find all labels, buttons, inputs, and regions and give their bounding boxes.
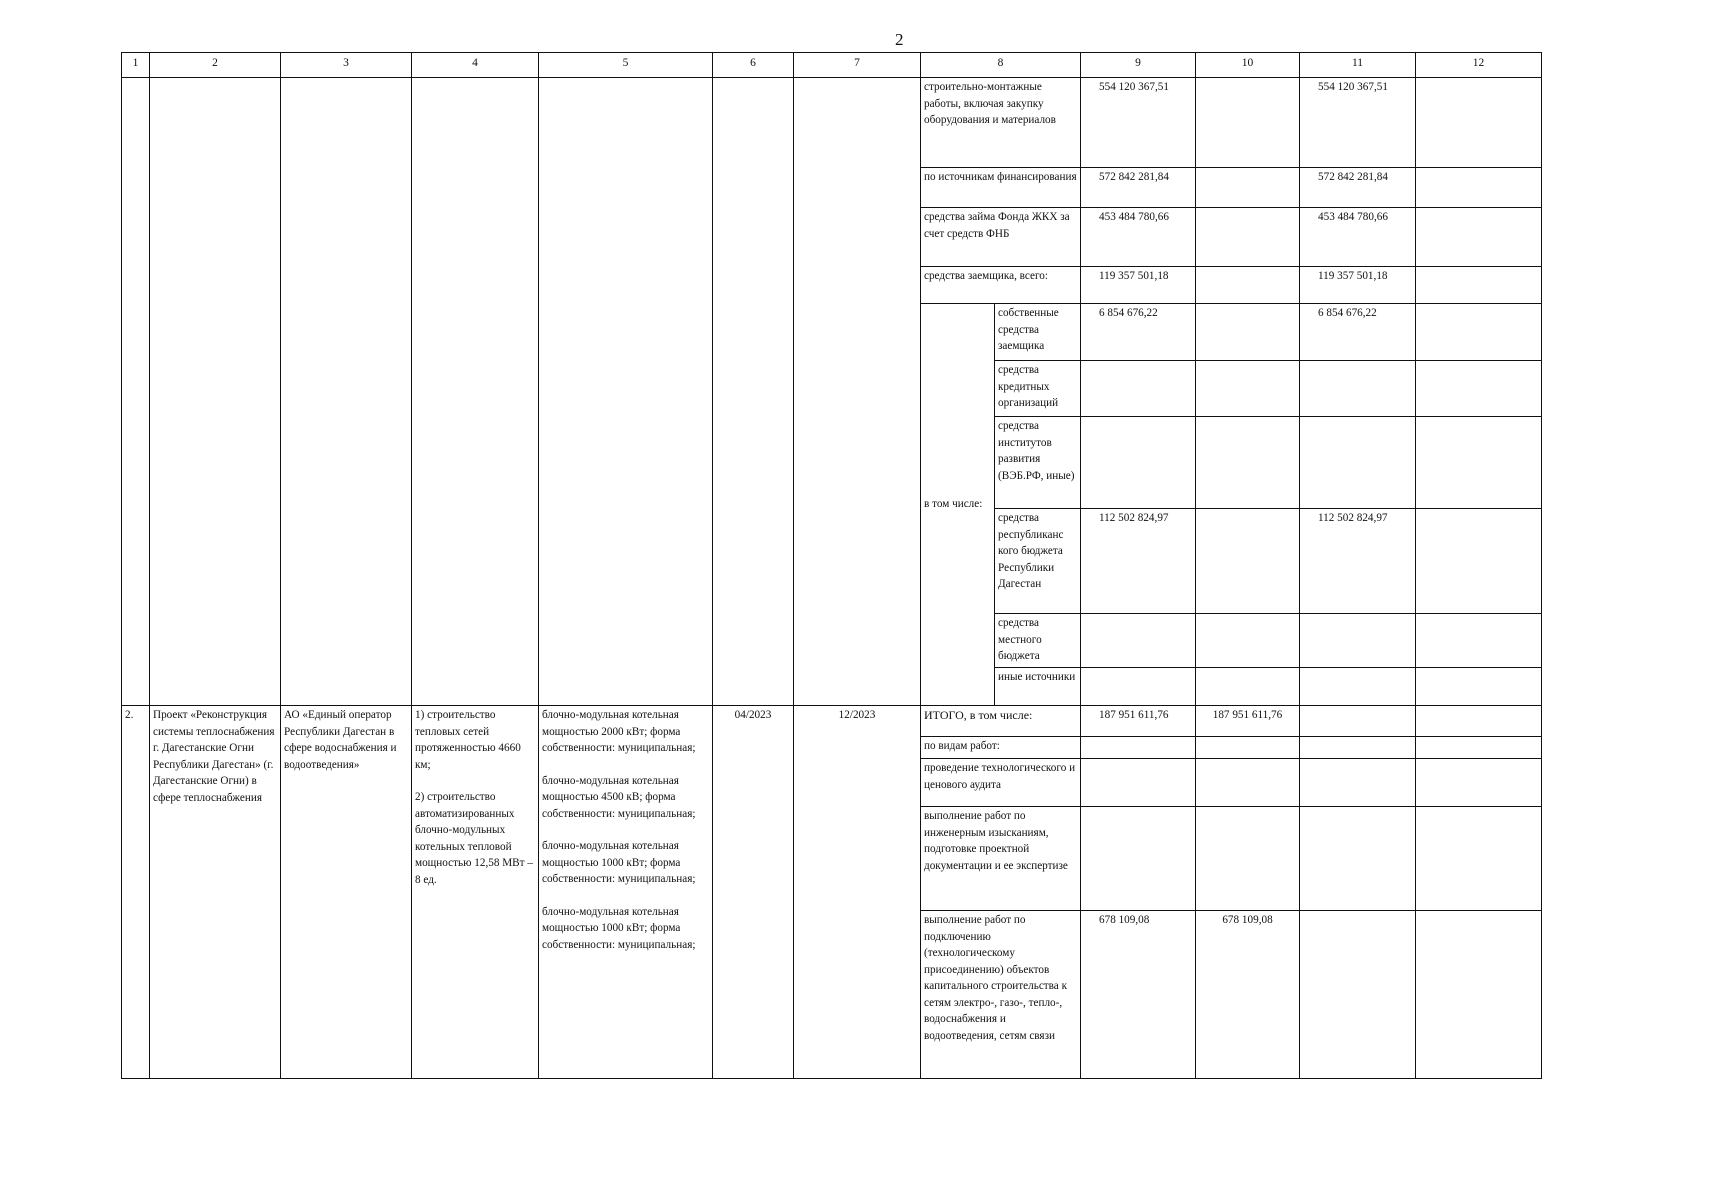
value-col9 [1081,361,1196,417]
project-objects [539,706,713,1079]
value-col11 [1300,614,1416,668]
value-col11: 453 484 780,66 [1300,208,1416,267]
header-cell: 12 [1416,53,1542,78]
header-row [122,53,1542,78]
header-cell: 8 [921,53,1081,78]
value-col11 [1300,737,1416,759]
value-col11 [1300,668,1416,706]
value-col11: 119 357 501,18 [1300,267,1416,304]
row-label: иные источники [995,668,1081,706]
value-col9: 572 842 281,84 [1081,168,1196,208]
works-item: 2) строительство автоматизированных блочно-модульных котельных тепловой мощностью 12,58 МВт – 8 ед. [415,791,533,886]
value-col9: 6 854 676,22 [1081,304,1196,361]
value-col9: 678 109,08 [1081,911,1196,1079]
end-date: 12/2023 [794,706,921,1079]
value-col10 [1196,304,1300,361]
row-label: выполнение работ по подключению (технологическому присоединению) объектов капитального строительства к сетям электро-, газо-, тепло-, водоснабжения и водоотведения, сетям связи [921,911,1081,1079]
project-number: 2. [122,706,150,1079]
value-col10 [1196,737,1300,759]
row-label: средства институтов развития (ВЭБ.РФ, иные) [995,417,1081,509]
header-cell: 11 [1300,53,1416,78]
row-label: средства займа Фонда ЖКХ за счет средств ФНБ [921,208,1081,267]
row-label: по видам работ: [921,737,1081,759]
value-col10 [1196,208,1300,267]
value-col10 [1196,168,1300,208]
value-col11 [1300,911,1416,1079]
value-col9: 187 951 611,76 [1081,706,1196,737]
table-row [122,78,1542,168]
row-label: ИТОГО, в том числе: [921,706,1081,737]
header-cell: 10 [1196,53,1300,78]
row-label: по источникам финансирования [921,168,1081,208]
value-col9: 119 357 501,18 [1081,267,1196,304]
value-col10 [1196,78,1300,168]
project-name: Проект «Реконструкция системы теплоснабжения г. Дагестанские Огни Республики Дагестан» (г. Дагестанские Огни) в сфере теплоснабжения [150,706,281,1079]
object-item: блочно-модульная котельная мощностью 1000 кВт; форма собственности: муниципальная; [542,905,696,951]
value-col10: 678 109,08 [1196,911,1300,1079]
value-col11: 6 854 676,22 [1300,304,1416,361]
value-col9 [1081,668,1196,706]
value-col9: 554 120 367,51 [1081,78,1196,168]
value-col9: 112 502 824,97 [1081,509,1196,614]
header-cell: 1 [122,53,150,78]
in-that-number-label: в том числе: [921,304,995,706]
header-cell: 6 [713,53,794,78]
object-item: блочно-модульная котельная мощностью 1000 кВт; форма собственности: муниципальная; [542,840,696,885]
value-col9 [1081,737,1196,759]
header-cell: 7 [794,53,921,78]
value-col11 [1300,361,1416,417]
value-col11 [1300,807,1416,911]
row-label: средства кредитных организаций [995,361,1081,417]
value-col10 [1196,509,1300,614]
project-operator: АО «Единый оператор Республики Дагестан в сфере водоснабжения и водоотведения» [281,706,412,1079]
header-cell: 4 [412,53,539,78]
value-col9 [1081,417,1196,509]
value-col10 [1196,267,1300,304]
value-col11 [1300,706,1416,737]
row-label: средства заемщика, всего: [921,267,1081,304]
project-works [412,706,539,1079]
row-label: средства местного бюджета [995,614,1081,668]
start-date: 04/2023 [713,706,794,1079]
value-col10 [1196,668,1300,706]
value-col11: 112 502 824,97 [1300,509,1416,614]
value-col9: 453 484 780,66 [1081,208,1196,267]
row-label: проведение технологического и ценового аудита [921,759,1081,807]
works-item: 1) строительство тепловых сетей протяженностью 4660 км; [415,709,521,771]
value-col9 [1081,807,1196,911]
value-col11: 554 120 367,51 [1300,78,1416,168]
value-col10 [1196,614,1300,668]
value-col10 [1196,361,1300,417]
value-col10: 187 951 611,76 [1196,706,1300,737]
header-cell: 3 [281,53,412,78]
value-col11: 572 842 281,84 [1300,168,1416,208]
value-col11 [1300,417,1416,509]
object-item: блочно-модульная котельная мощностью 2000 кВт; форма собственности: муниципальная; [542,709,696,754]
value-col10 [1196,417,1300,509]
table-row [122,706,1542,737]
row-label: строительно-монтажные работы, включая закупку оборудования и материалов [921,78,1081,168]
header-cell: 5 [539,53,713,78]
investment-table [121,52,1542,1079]
value-col11 [1300,759,1416,807]
row-label: собственные средства заемщика [995,304,1081,361]
header-cell: 2 [150,53,281,78]
object-item: блочно-модульная котельная мощностью 4500 кВ; форма собственности: муниципальная; [542,774,696,820]
row-label: выполнение работ по инженерным изысканиям, подготовке проектной документации и ее экспертизе [921,807,1081,911]
row-label: средства республиканс кого бюджета Республики Дагестан [995,509,1081,614]
value-col10 [1196,807,1300,911]
page-number: 2 [895,30,904,49]
value-col9 [1081,614,1196,668]
value-col9 [1081,759,1196,807]
header-cell: 9 [1081,53,1196,78]
value-col10 [1196,759,1300,807]
